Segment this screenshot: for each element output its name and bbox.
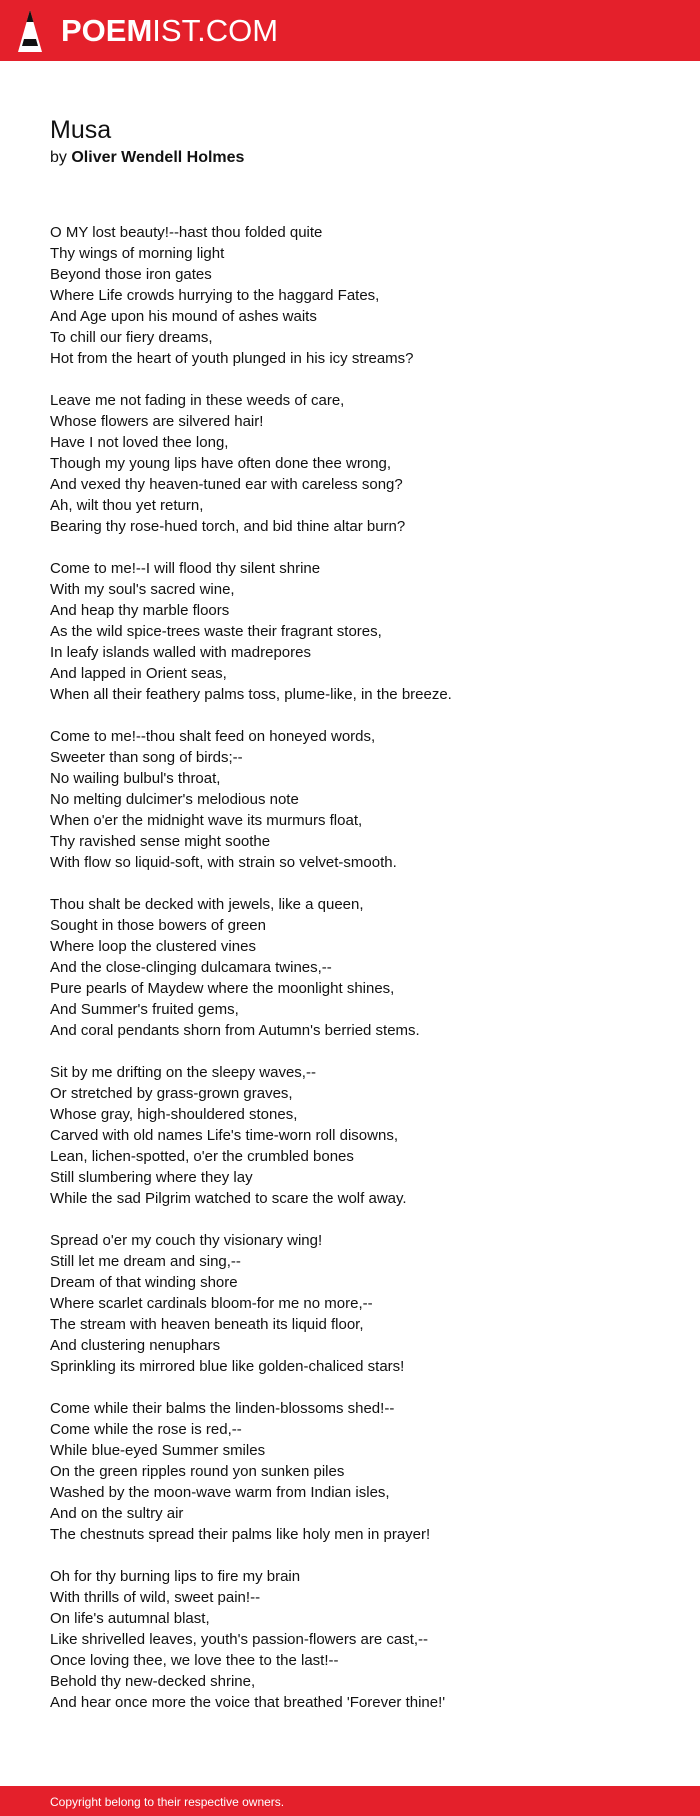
poem-line: Sought in those bowers of green [50,917,266,934]
poem-line: And clustering nenuphars [50,1337,221,1354]
poem-line: Where scarlet cardinals bloom-for me no more,-- [50,1295,373,1312]
poem-line: Where loop the clustered vines [50,938,256,955]
poem-line: The stream with heaven beneath its liquid floor, [50,1316,364,1333]
poem-line: And Summer's fruited gems, [50,1001,239,1018]
stanza [50,726,670,873]
poem-line: And vexed thy heaven-tuned ear with careless song? [50,476,403,493]
site-header [0,0,700,61]
poem-line: And on the sultry air [50,1505,184,1522]
stanza [50,222,670,369]
poem-line: With thrills of wild, sweet pain!-- [50,1589,261,1606]
poem-line: Come while their balms the linden-blossoms shed!-- [50,1400,395,1417]
poem-line: Ah, wilt thou yet return, [50,497,204,514]
poem-line: Leave me not fading in these weeds of care, [50,392,345,409]
poem-line: Still slumbering where they lay [50,1169,253,1186]
poem-line: Carved with old names Life's time-worn roll disowns, [50,1127,398,1144]
poem-line: No melting dulcimer's melodious note [50,791,299,808]
poem-line: With flow so liquid-soft, with strain so velvet-smooth. [50,854,397,871]
poem-line: And lapped in Orient seas, [50,665,227,682]
poem-line: When all their feathery palms toss, plume-like, in the breeze. [50,686,452,703]
poem-line: In leafy islands walled with madrepores [50,644,311,661]
poem-line: Dream of that winding shore [50,1274,238,1291]
logo-bold-text: POEM [61,13,153,48]
poem-line: Pure pearls of Maydew where the moonlight shines, [50,980,395,997]
by-label: by [50,149,67,166]
poem-line: Behold thy new-decked shrine, [50,1673,256,1690]
poem-line: Have I not loved thee long, [50,434,229,451]
poem-line: Beyond those iron gates [50,266,212,283]
poem-line: Washed by the moon-wave warm from Indian isles, [50,1484,390,1501]
poem-line: While blue-eyed Summer smiles [50,1442,266,1459]
byline [50,147,670,169]
poem-line: Whose gray, high-shouldered stones, [50,1106,298,1123]
poem-line: The chestnuts spread their palms like holy men in prayer! [50,1526,431,1543]
poem-line: And the close-clinging dulcamara twines,-- [50,959,332,976]
poem-line: Come to me!--thou shalt feed on honeyed words, [50,728,376,745]
poem-line: Lean, lichen-spotted, o'er the crumbled bones [50,1148,354,1165]
poem-line: Hot from the heart of youth plunged in his icy streams? [50,350,414,367]
poem-line: When o'er the midnight wave its murmurs float, [50,812,363,829]
poem-line: And Age upon his mound of ashes waits [50,308,317,325]
poem-line: And coral pendants shorn from Autumn's berried stems. [50,1022,420,1039]
poem-line: Or stretched by grass-grown graves, [50,1085,293,1102]
poem-line: On the green ripples round yon sunken piles [50,1463,345,1480]
stanza [50,894,670,1041]
author-name: Oliver Wendell Holmes [71,149,245,166]
poem-line: To chill our fiery dreams, [50,329,213,346]
poem-line: While the sad Pilgrim watched to scare the wolf away. [50,1190,407,1207]
poem-line: Like shrivelled leaves, youth's passion-flowers are cast,-- [50,1631,429,1648]
stanza [50,1230,670,1377]
poem-line: As the wild spice-trees waste their fragrant stores, [50,623,382,640]
pencil-icon [17,9,43,53]
poem-title: Musa [50,116,112,144]
site-logo[interactable] [17,9,278,53]
poem-line: On life's autumnal blast, [50,1610,210,1627]
poem-line: Sprinkling its mirrored blue like golden-chaliced stars! [50,1358,405,1375]
poem-body [50,222,670,1713]
poem-line: Whose flowers are silvered hair! [50,413,264,430]
poem-content [50,113,670,1734]
poem-line: Sit by me drifting on the sleepy waves,-- [50,1064,316,1081]
poem-line: Thou shalt be decked with jewels, like a queen, [50,896,364,913]
poem-line: Thy ravished sense might soothe [50,833,271,850]
poem-line: Though my young lips have often done thee wrong, [50,455,392,472]
poem-line: Spread o'er my couch thy visionary wing! [50,1232,323,1249]
poem-line: Come to me!--I will flood thy silent shrine [50,560,321,577]
stanza [50,1566,670,1713]
poem-line: O MY lost beauty!--hast thou folded quite [50,224,323,241]
logo-wordmark [61,9,278,53]
copyright-text: Copyright belong to their respective owners. [50,1795,285,1809]
stanza [50,1062,670,1209]
poem-line: Still let me dream and sing,-- [50,1253,241,1270]
poem-line: Thy wings of morning light [50,245,225,262]
poem-line: No wailing bulbul's throat, [50,770,221,787]
poem-line: Sweeter than song of birds;-- [50,749,243,766]
poem-line: And hear once more the voice that breathed 'Forever thine!' [50,1694,446,1711]
logo-light-text: IST.COM [152,13,279,48]
poem-line: Bearing thy rose-hued torch, and bid thine altar burn? [50,518,406,535]
poem-line: With my soul's sacred wine, [50,581,235,598]
site-footer [0,1786,700,1816]
poem-line: Oh for thy burning lips to fire my brain [50,1568,301,1585]
poem-line: And heap thy marble floors [50,602,230,619]
stanza [50,390,670,537]
poem-line: Once loving thee, we love thee to the last!-- [50,1652,339,1669]
poem-line: Come while the rose is red,-- [50,1421,242,1438]
stanza [50,558,670,705]
poem-line: Where Life crowds hurrying to the haggard Fates, [50,287,380,304]
stanza [50,1398,670,1545]
